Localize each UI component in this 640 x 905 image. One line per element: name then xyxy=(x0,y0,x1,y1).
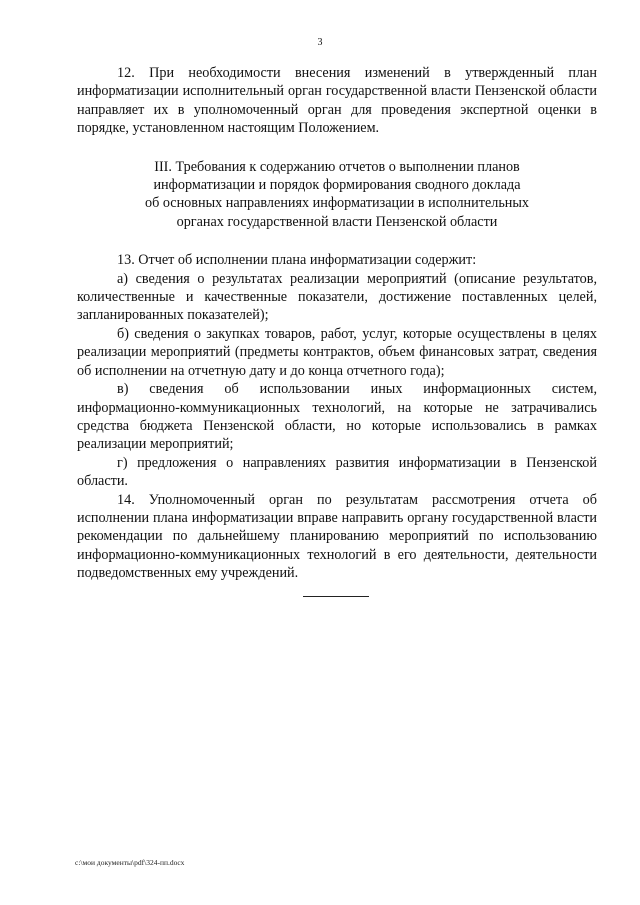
paragraph-13-item-a: а) сведения о результатах реализации мероприятий (описание результатов, количественные и качественные показатели, достижение поставленных целей, запланированных показателей); xyxy=(77,270,597,324)
paragraph-12: 12. При необходимости внесения изменений в утвержденный план информатизации исполнительный орган государственной власти Пензенской области направляет их в уполномоченный орган для проведения экспертной оценки в порядке, установленном настоящим Положением. xyxy=(77,65,597,137)
paragraph-13-item-v: в) сведения об использовании иных информационных систем, информационно-коммуникационных технологий, на которые не затрачивались средства бюджета Пензенской области, но которые использовались в рамках реализации мероприятий; xyxy=(77,381,597,453)
section-heading-line: органах государственной власти Пензенской области xyxy=(176,213,498,230)
paragraph-13: 13. Отчет об исполнении плана информатизации содержит: xyxy=(117,252,477,269)
paragraph-13-item-g: г) предложения о направлениях развития информатизации в Пензенской области. xyxy=(77,454,597,490)
section-heading-line: об основных направлениях информатизации в исполнительных xyxy=(144,195,530,212)
section-heading-line: информатизации и порядок формирования сводного доклада xyxy=(153,177,521,194)
paragraph-14: 14. Уполномоченный орган по результатам рассмотрения отчета об исполнении плана информатизации вправе направить органу государственной власти рекомендации по дальнейшему планированию мероприятий по использованию информационно-коммуникационных технологий в его деятельности, деятельности подведомственных ему учреждений. xyxy=(77,491,597,582)
end-separator-line xyxy=(303,596,369,597)
document-body xyxy=(77,64,597,583)
paragraph-13-item-b: б) сведения о закупках товаров, работ, услуг, которые осуществлены в целях реализации мероприятий (предметы контрактов, объем финансовых затрат, сведения об исполнении на отчетную дату и до конца отчетного года); xyxy=(77,325,597,379)
section-heading-line: III. Требования к содержанию отчетов о выполнении планов xyxy=(154,158,520,175)
section-heading xyxy=(77,158,597,232)
page-number: 3 xyxy=(317,37,323,48)
footer-file-path: c:\мои документы\pdf\324-пп.docx xyxy=(75,858,185,867)
